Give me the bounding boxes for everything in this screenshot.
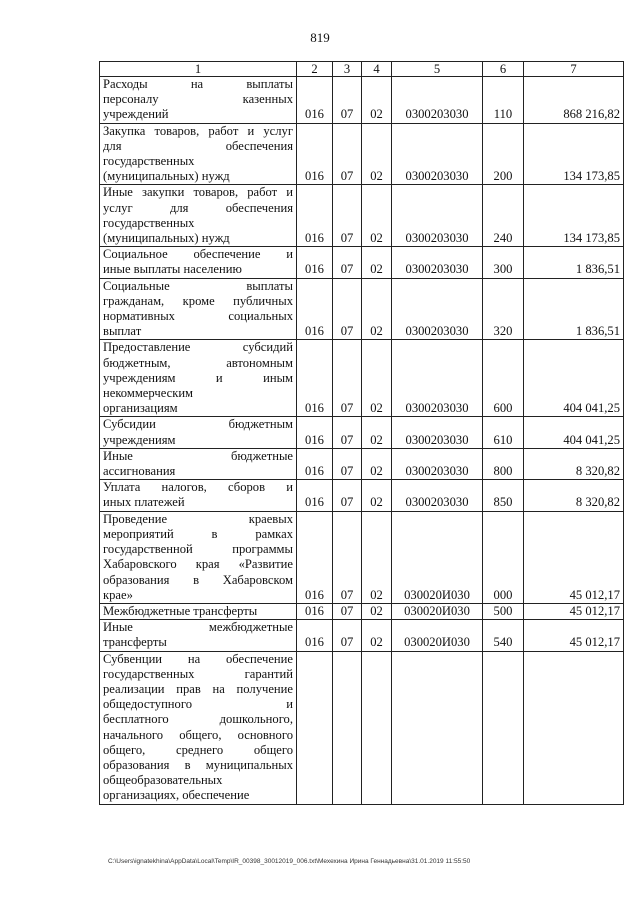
budget-table — [99, 61, 624, 805]
target-article: 030020И030 — [392, 620, 483, 651]
section-code: 07 — [333, 603, 362, 619]
admin-code: 016 — [297, 247, 333, 278]
target-article: 0300203030 — [392, 123, 483, 185]
description-line: государственных — [103, 154, 195, 169]
subsection-code: 02 — [362, 77, 392, 124]
row-description — [100, 603, 297, 619]
row-description — [100, 77, 297, 124]
table-row — [100, 185, 624, 247]
description-line: начального общего, основного — [103, 727, 293, 742]
description-line: Уплата налогов, сборов и — [103, 480, 293, 495]
subsection-code: 02 — [362, 448, 392, 479]
amount: 45 012,17 — [524, 603, 624, 619]
description-line: учреждений — [103, 107, 169, 122]
table-row — [100, 278, 624, 340]
row-description — [100, 340, 297, 417]
description-line: нормативных социальных — [103, 309, 293, 324]
description-line: организациям — [103, 401, 178, 416]
file-path-footer: C:\Users\ignatekhina\AppData\Local\Temp\IR_00398_30012019_006.txt\Мехехина Ирина Геннадьевна\31.01.2019 11:55:50 — [108, 858, 471, 865]
header-col-7: 7 — [524, 62, 624, 77]
target-article: 030020И030 — [392, 511, 483, 603]
expense-type: 000 — [483, 511, 524, 603]
description-line: Межбюджетные трансферты — [103, 603, 258, 618]
description-line: трансферты — [103, 635, 167, 650]
target-article: 0300203030 — [392, 185, 483, 247]
amount: 8 320,82 — [524, 480, 624, 511]
expense-type: 800 — [483, 448, 524, 479]
description-line: (муниципальных) нужд — [103, 169, 230, 184]
expense-type: 500 — [483, 603, 524, 619]
amount: 1 836,51 — [524, 278, 624, 340]
subsection-code: 02 — [362, 480, 392, 511]
subsection-code — [362, 651, 392, 804]
description-line: крае» — [103, 587, 133, 602]
section-code: 07 — [333, 511, 362, 603]
section-code: 07 — [333, 417, 362, 448]
row-description — [100, 278, 297, 340]
subsection-code: 02 — [362, 340, 392, 417]
section-code: 07 — [333, 340, 362, 417]
subsection-code: 02 — [362, 185, 392, 247]
row-description — [100, 247, 297, 278]
subsection-code: 02 — [362, 603, 392, 619]
description-line: Субсидии бюджетным — [103, 417, 293, 432]
description-line: Проведение краевых — [103, 511, 293, 526]
amount: 8 320,82 — [524, 448, 624, 479]
expense-type: 600 — [483, 340, 524, 417]
expense-type: 850 — [483, 480, 524, 511]
table-row — [100, 417, 624, 448]
description-line: Закупка товаров, работ и услуг — [103, 123, 293, 138]
description-line: Субвенции на обеспечение — [103, 651, 293, 666]
description-line: организациях, обеспечение — [103, 788, 250, 803]
description-line: образования в Хабаровском — [103, 572, 293, 587]
description-line: бесплатного дошкольного, — [103, 712, 293, 727]
row-description — [100, 480, 297, 511]
description-line: государственной программы — [103, 542, 293, 557]
description-line: (муниципальных) нужд — [103, 231, 230, 246]
table-row — [100, 340, 624, 417]
table-body — [100, 77, 624, 805]
subsection-code: 02 — [362, 278, 392, 340]
table-row — [100, 480, 624, 511]
subsection-code: 02 — [362, 417, 392, 448]
description-line: Расходы на выплаты — [103, 77, 293, 91]
description-line: Социальное обеспечение и — [103, 247, 293, 262]
section-code: 07 — [333, 278, 362, 340]
expense-type: 200 — [483, 123, 524, 185]
admin-code: 016 — [297, 480, 333, 511]
description-line: для обеспечения — [103, 138, 293, 153]
table-row — [100, 511, 624, 603]
admin-code: 016 — [297, 77, 333, 124]
row-description — [100, 185, 297, 247]
target-article: 0300203030 — [392, 417, 483, 448]
admin-code: 016 — [297, 620, 333, 651]
description-line: бюджетным, автономным — [103, 355, 293, 370]
description-line: общеобразовательных — [103, 773, 223, 788]
description-line: некоммерческим — [103, 386, 194, 401]
amount: 1 836,51 — [524, 247, 624, 278]
header-col-2: 2 — [297, 62, 333, 77]
admin-code: 016 — [297, 603, 333, 619]
target-article: 0300203030 — [392, 278, 483, 340]
target-article: 0300203030 — [392, 77, 483, 124]
section-code: 07 — [333, 620, 362, 651]
description-line: выплат — [103, 324, 142, 339]
amount: 134 173,85 — [524, 185, 624, 247]
admin-code: 016 — [297, 511, 333, 603]
table-row — [100, 651, 624, 804]
description-line: общедоступного и — [103, 697, 293, 712]
section-code: 07 — [333, 77, 362, 124]
subsection-code: 02 — [362, 123, 392, 185]
target-article: 0300203030 — [392, 448, 483, 479]
description-line: Иные закупки товаров, работ и — [103, 185, 293, 200]
subsection-code: 02 — [362, 511, 392, 603]
description-line: Предоставление субсидий — [103, 340, 293, 355]
subsection-code: 02 — [362, 247, 392, 278]
expense-type — [483, 651, 524, 804]
row-description — [100, 448, 297, 479]
subsection-code: 02 — [362, 620, 392, 651]
target-article: 030020И030 — [392, 603, 483, 619]
amount: 45 012,17 — [524, 511, 624, 603]
description-line: иные выплаты населению — [103, 262, 242, 277]
description-line: образования в муниципальных — [103, 757, 293, 772]
amount: 134 173,85 — [524, 123, 624, 185]
admin-code: 016 — [297, 340, 333, 417]
table-header — [100, 62, 624, 77]
admin-code: 016 — [297, 417, 333, 448]
section-code: 07 — [333, 247, 362, 278]
row-description — [100, 620, 297, 651]
target-article: 0300203030 — [392, 340, 483, 417]
admin-code: 016 — [297, 448, 333, 479]
description-line: реализации прав на получение — [103, 681, 293, 696]
row-description — [100, 651, 297, 804]
header-col-4: 4 — [362, 62, 392, 77]
expense-type: 300 — [483, 247, 524, 278]
expense-type: 320 — [483, 278, 524, 340]
table-row — [100, 123, 624, 185]
table-row — [100, 448, 624, 479]
expense-type: 540 — [483, 620, 524, 651]
description-line: услуг для обеспечения — [103, 200, 293, 215]
target-article — [392, 651, 483, 804]
description-line: государственных гарантий — [103, 666, 293, 681]
description-line: общего, среднего общего — [103, 742, 293, 757]
description-line: гражданам, кроме публичных — [103, 293, 293, 308]
row-description — [100, 123, 297, 185]
description-line: Хабаровского края «Развитие — [103, 557, 293, 572]
description-line: мероприятий в рамках — [103, 526, 293, 541]
amount — [524, 651, 624, 804]
section-code: 07 — [333, 185, 362, 247]
target-article: 0300203030 — [392, 480, 483, 511]
amount: 868 216,82 — [524, 77, 624, 124]
admin-code: 016 — [297, 278, 333, 340]
description-line: иных платежей — [103, 495, 185, 510]
table-row — [100, 247, 624, 278]
header-col-1: 1 — [100, 62, 297, 77]
table-row — [100, 603, 624, 619]
description-line: учреждениям и иным — [103, 370, 293, 385]
table-row — [100, 77, 624, 124]
description-line: персоналу казенных — [103, 92, 293, 107]
header-col-6: 6 — [483, 62, 524, 77]
description-line: ассигнования — [103, 464, 176, 479]
description-line: учреждениям — [103, 432, 176, 447]
amount: 45 012,17 — [524, 620, 624, 651]
section-code: 07 — [333, 123, 362, 185]
page-number: 819 — [310, 30, 330, 45]
expense-type: 610 — [483, 417, 524, 448]
row-description — [100, 511, 297, 603]
amount: 404 041,25 — [524, 340, 624, 417]
expense-type: 110 — [483, 77, 524, 124]
amount: 404 041,25 — [524, 417, 624, 448]
header-col-5: 5 — [392, 62, 483, 77]
section-code: 07 — [333, 448, 362, 479]
description-line: Иные бюджетные — [103, 448, 293, 463]
section-code: 07 — [333, 480, 362, 511]
admin-code: 016 — [297, 185, 333, 247]
section-code — [333, 651, 362, 804]
admin-code — [297, 651, 333, 804]
table-row — [100, 620, 624, 651]
target-article: 0300203030 — [392, 247, 483, 278]
row-description — [100, 417, 297, 448]
description-line: Иные межбюджетные — [103, 620, 293, 635]
description-line: государственных — [103, 215, 195, 230]
admin-code: 016 — [297, 123, 333, 185]
header-col-3: 3 — [333, 62, 362, 77]
description-line: Социальные выплаты — [103, 278, 293, 293]
expense-type: 240 — [483, 185, 524, 247]
